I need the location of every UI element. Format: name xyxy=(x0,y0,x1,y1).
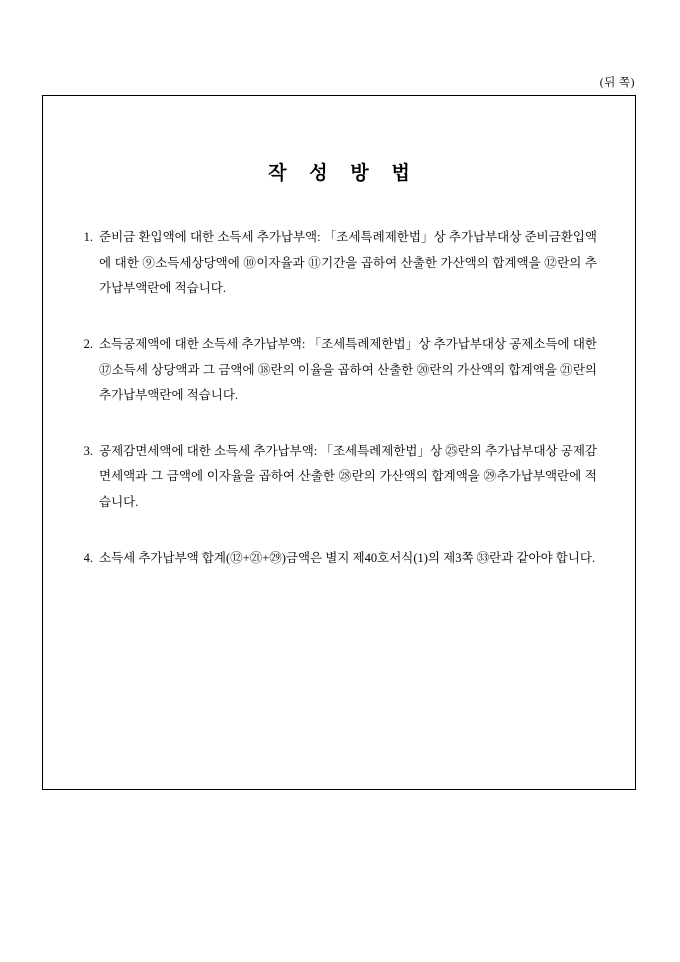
page-title: 작 성 방 법 xyxy=(268,163,419,184)
instruction-list xyxy=(43,225,635,571)
list-item xyxy=(73,225,597,302)
list-item-text: 준비금 환입액에 대한 소득세 추가납부액: 「조세특례제한법」상 추가납부대상 준비금환입액에 대한 ⑨소득세상당액에 ⑩이자율과 ⑪기간을 곱하여 산출한 가산액의 합계액을 ⑫란의 추가납부액란에 적습니다. xyxy=(99,230,597,296)
content-frame xyxy=(42,95,636,790)
list-item-text: 소득공제액에 대한 소득세 추가납부액: 「조세특례제한법」상 추가납부대상 공제소득에 대한 ⑰소득세 상당액과 그 금액에 ⑱란의 이율을 곱하여 산출한 ⑳란의 가산액의 합계액을 ㉑란의 추가납부액란에 적습니다. xyxy=(99,336,597,403)
list-item-number: 2. xyxy=(83,336,93,351)
list-item-number: 3. xyxy=(83,443,93,458)
list-item xyxy=(73,439,597,516)
list-item-text: 소득세 추가납부액 합계(⑫+㉑+㉙)금액은 별지 제40호서식(1)의 제3쪽 ㉝란과 같아야 합니다. xyxy=(99,550,596,565)
list-item xyxy=(73,332,597,409)
list-item-number: 4. xyxy=(83,550,93,565)
list-item-number: 1. xyxy=(83,230,93,244)
list-item xyxy=(73,546,597,572)
list-item-text: 공제감면세액에 대한 소득세 추가납부액: 「조세특례제한법」상 ㉕란의 추가납부대상 공제감면세액과 그 금액에 이자율을 곱하여 산출한 ㉘란의 가산액의 합계액을 ㉙추가납부액란에 적습니다. xyxy=(99,443,597,509)
page-corner-label: (뒤 쪽) xyxy=(599,77,635,89)
